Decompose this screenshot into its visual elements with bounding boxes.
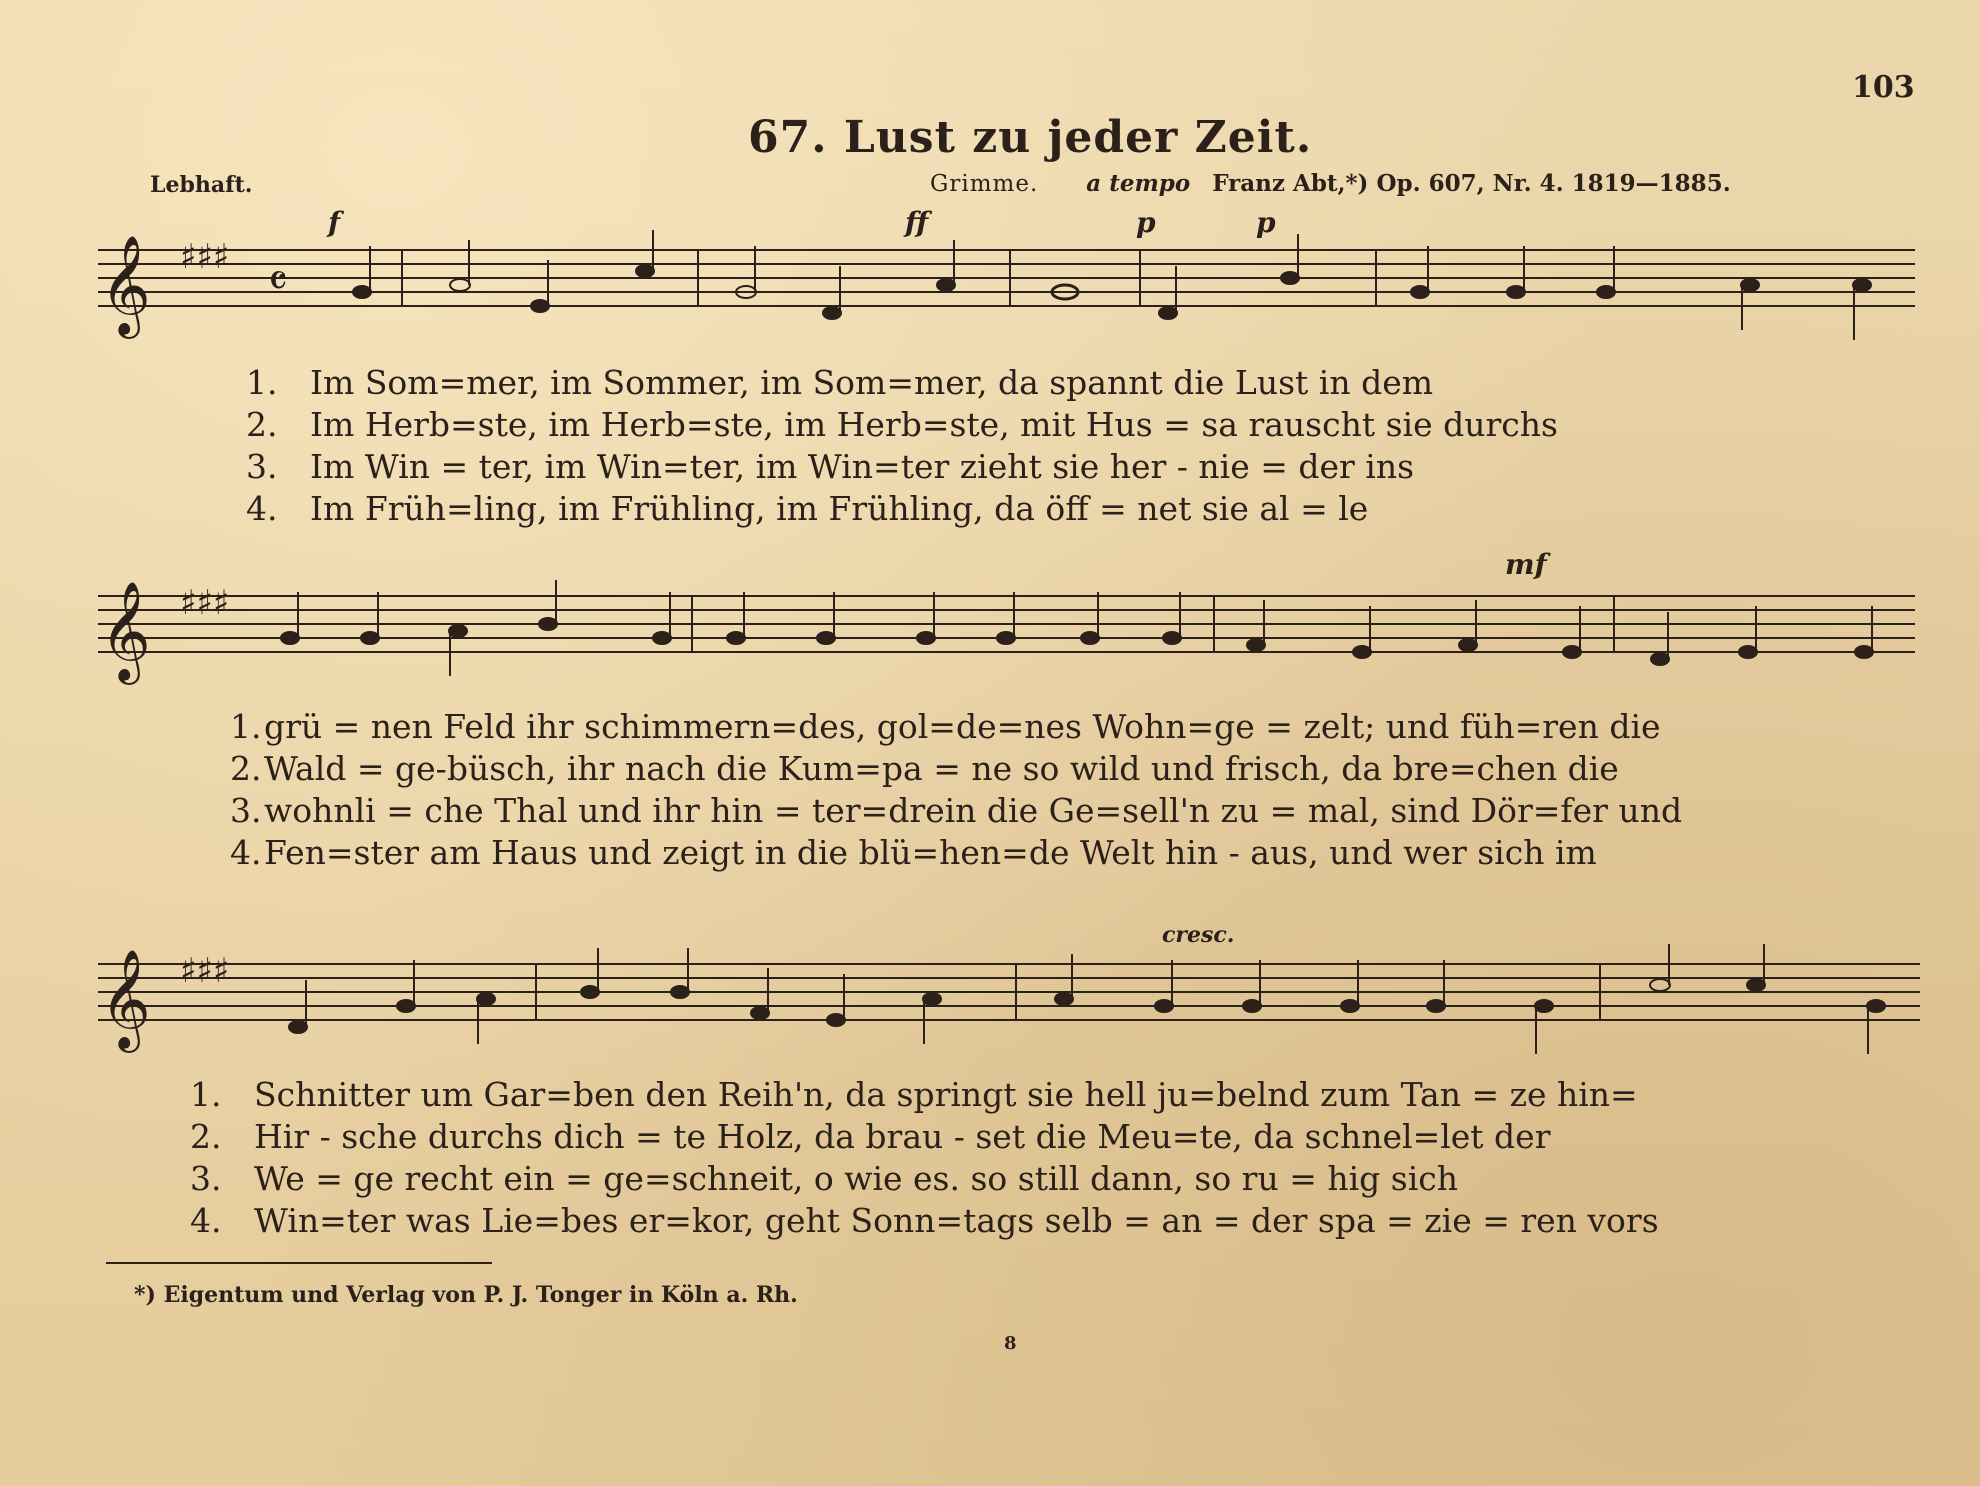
verses-system-2 [230,706,1682,874]
credits-line [930,170,1731,197]
verse-line: 3. Im Win = ter, im Win=ter, im Win=ter zieht sie her - nie = der ins [246,447,1415,486]
a-tempo-marking: a tempo [1086,170,1191,197]
staff-system-1 [0,230,1980,370]
song-title: 67. Lust zu jeder Zeit. [748,112,1313,163]
verse-line: 2. Hir - sche durchs dich = te Holz, da brau - set die Meu=te, da schnel=let der [190,1117,1551,1156]
verse-line: 4.Fen=ster am Haus und zeigt in die blü=hen=de Welt hin - aus, und wer sich im [230,833,1597,872]
svg-text:♯♯♯: ♯♯♯ [180,237,230,277]
verse-line: 2.Wald = ge-büsch, ihr nach die Kum=pa = ne so wild und frisch, da bre=chen die [230,749,1619,788]
verse-line: 3. We = ge recht ein = ge=schneit, o wie es. so still dann, so ru = hig sich [190,1159,1458,1198]
svg-text:𝄞: 𝄞 [100,235,151,335]
footnote-rule [106,1262,492,1264]
signature-mark: 8 [1004,1333,1017,1354]
tempo-marking: Lebhaft. [150,172,253,198]
dynamic-ff: ff [905,206,929,239]
verses-system-3 [190,1074,1659,1242]
dynamic-f: f [328,206,341,239]
page-number: 103 [1852,70,1915,105]
verse-line: 1. Schnitter um Gar=ben den Reih'n, da springt sie hell ju=belnd zum Tan = ze hin= [190,1075,1638,1114]
dynamic-cresc: cresc. [1162,922,1235,948]
svg-text:𝄞: 𝄞 [100,949,151,1049]
footnote: *) Eigentum und Verlag von P. J. Tonger in Köln a. Rh. [134,1282,798,1308]
staff-system-2 [0,576,1980,716]
dynamic-mf: mf [1505,548,1547,581]
staff-system-3 [0,944,1980,1084]
dynamic-p-1: p [1136,206,1156,239]
verse-line: 3.wohnli = che Thal und ihr hin = ter=drein die Ge=sell'n zu = mal, sind Dör=fer und [230,791,1683,830]
verse-line: 4. Win=ter was Lie=bes er=kor, geht Sonn=tags selb = an = der spa = zie = ren vors [190,1201,1659,1240]
verse-line: 4. Im Früh=ling, im Frühling, im Frühling, da öff = net sie al = le [246,489,1369,528]
credit-grimme: Grimme. [930,171,1039,197]
verse-line: 1. Im Som=mer, im Sommer, im Som=mer, da spannt die Lust in dem [246,363,1434,402]
verse-line: 1.grü = nen Feld ihr schimmern=des, gol=de=nes Wohn=ge = zelt; und füh=ren die [230,707,1661,746]
svg-text:♯♯♯: ♯♯♯ [180,583,230,623]
composer-credit: Franz Abt,*) Op. 607, Nr. 4. 1819—1885. [1212,170,1731,197]
dynamic-p-2: p [1256,206,1276,239]
svg-text:𝄞: 𝄞 [100,581,151,681]
svg-text:𝄴: 𝄴 [268,256,288,307]
svg-text:♯♯♯: ♯♯♯ [180,951,230,991]
verse-line: 2. Im Herb=ste, im Herb=ste, im Herb=ste, mit Hus = sa rauscht sie durchs [246,405,1558,444]
verses-system-1 [246,362,1558,530]
